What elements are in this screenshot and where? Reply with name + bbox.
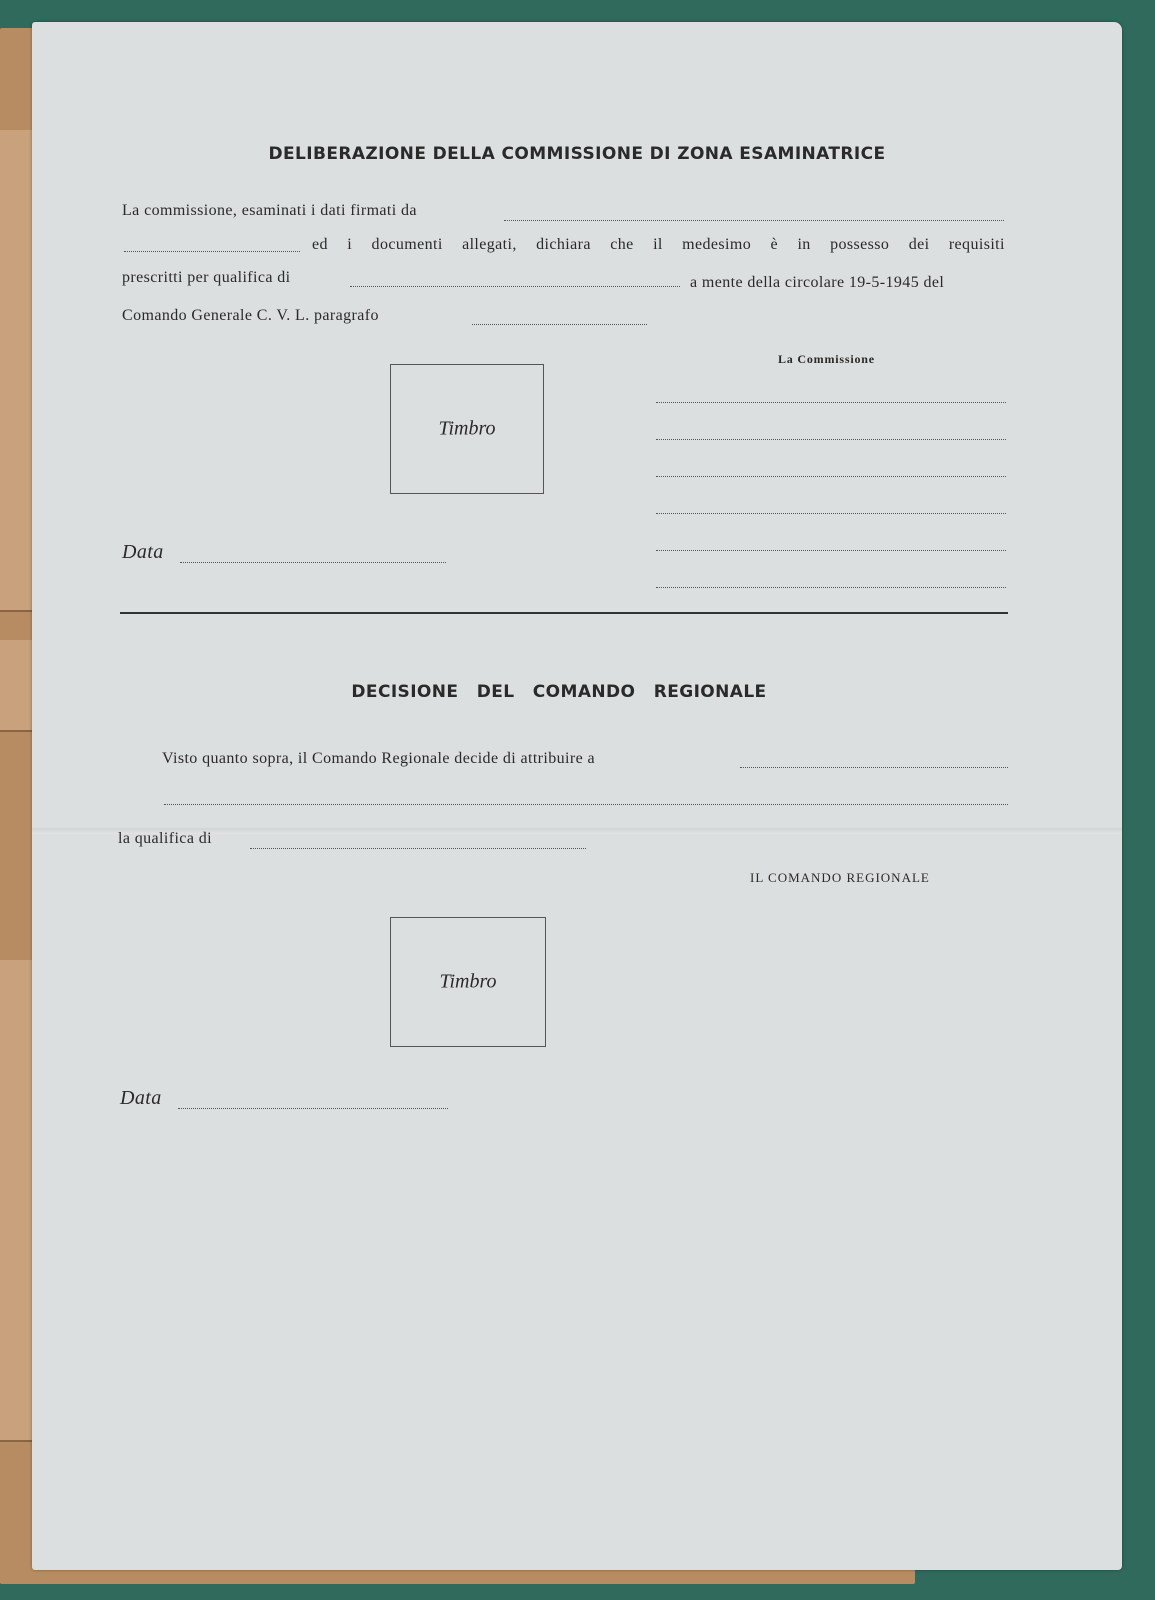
section1-line4-text: Comando Generale C. V. L. paragrafo bbox=[122, 307, 379, 324]
commission-signature-line[interactable] bbox=[656, 550, 1006, 551]
folder-tab bbox=[0, 130, 34, 612]
section2-line3-text: la qualifica di bbox=[118, 830, 212, 847]
section1-line3-suffix: a mente della circolare 19-5-1945 del bbox=[690, 274, 945, 291]
section1-line3-prefix: prescritti per qualifica di bbox=[122, 269, 291, 286]
section1-line2: ed i documenti allegati, dichiara che il medesimo è in possesso dei requisiti bbox=[312, 236, 1005, 253]
recipient-field[interactable] bbox=[740, 767, 1008, 768]
stamp-label: Timbro bbox=[438, 417, 496, 440]
command-label: IL COMANDO REGIONALE bbox=[750, 870, 930, 885]
date-field[interactable] bbox=[178, 1108, 448, 1109]
section1-line1-text: La commissione, esaminati i dati firmati da bbox=[122, 202, 417, 219]
assigned-qualification-field[interactable] bbox=[250, 848, 586, 849]
recipient-field-continued[interactable] bbox=[164, 804, 1008, 805]
commission-signature-line[interactable] bbox=[656, 439, 1006, 440]
commission-signature-line[interactable] bbox=[656, 513, 1006, 514]
section2-line1-text: Visto quanto sopra, il Comando Regionale decide di attribuire a bbox=[162, 750, 596, 767]
commission-signature-line[interactable] bbox=[656, 402, 1006, 403]
stamp-box bbox=[390, 364, 544, 494]
section-divider bbox=[120, 612, 1008, 614]
commission-signature-line[interactable] bbox=[656, 476, 1006, 477]
section1-title: DELIBERAZIONE DELLA COMMISSIONE DI ZONA ESAMINATRICE bbox=[268, 144, 886, 164]
form-page bbox=[32, 22, 1122, 1570]
qualification-field[interactable] bbox=[350, 286, 680, 287]
stamp-label: Timbro bbox=[439, 970, 497, 993]
section2-title: DECISIONE DEL COMANDO REGIONALE bbox=[351, 682, 767, 702]
signer-field-continued[interactable] bbox=[124, 251, 300, 252]
folder-tab bbox=[0, 960, 34, 1442]
date-label: Data bbox=[120, 1087, 162, 1109]
date-field[interactable] bbox=[180, 562, 446, 563]
signer-field[interactable] bbox=[504, 220, 1004, 221]
date-label: Data bbox=[122, 541, 164, 563]
commission-label: La Commissione bbox=[778, 352, 875, 366]
paragraph-field[interactable] bbox=[472, 324, 647, 325]
stamp-box bbox=[390, 917, 546, 1047]
commission-signature-line[interactable] bbox=[656, 587, 1006, 588]
